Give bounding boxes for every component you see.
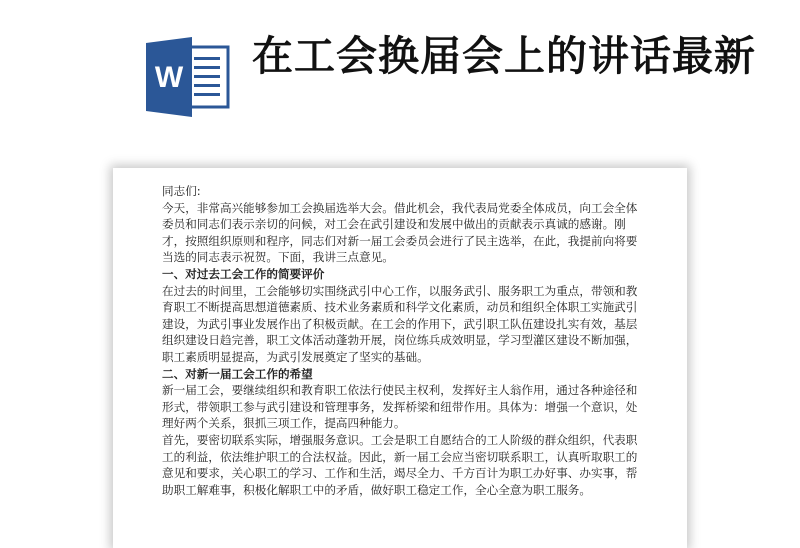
header-banner xyxy=(0,0,800,160)
section-heading-1: 一、对过去工会工作的简要评价 xyxy=(162,266,325,281)
document-body xyxy=(162,183,642,498)
paragraph-intro: 今天，非常高兴能够参加工会换届选举大会。借此机会，我代表局党委全体成员，向工会全体委员和同志们表示亲切的问候，对工会在武引建设和发展中做出的贡献表示真诚的感谢。刚才，按照组织原则和程序，同志们对新一届工会委员会进行了民主选举，在此，我提前向将要当选的同志表示祝贺。下面，我讲三点意见。 xyxy=(162,200,638,265)
salutation: 同志们: xyxy=(162,184,201,198)
paragraph-review: 在过去的时间里，工会能够切实围绕武引中心工作，以服务武引、服务职工为重点，带领和教育职工不断提高思想道德素质、技术业务素质和科学文化素质，动员和组织全体职工实施武引建设，为武引事业发展作出了积极贡献。在工会的作用下，武引职工队伍建设扎实有效，基层组织建设日趋完善，职工文体活动蓬勃开展，岗位练兵成效明显，学习型灌区建设不断加强，职工素质明显提高，为武引发展奠定了坚实的基础。 xyxy=(162,283,638,364)
word-document-icon xyxy=(142,37,238,117)
page-title: 在工会换届会上的讲话最新 xyxy=(252,32,756,80)
paragraph-hopes: 新一届工会，要继续组织和教育职工依法行使民主权利，发挥好主人翁作用，通过各种途径和形式，带领职工参与武引建设和管理事务，发挥桥梁和纽带作用。具体为：增强一个意识，处理好两个关系，狠抓三项工作，提高四种能力。 xyxy=(162,383,638,431)
word-icon-letter: W xyxy=(154,61,184,94)
section-heading-2: 二、对新一届工会工作的希望 xyxy=(162,366,313,381)
paragraph-first-point: 首先，要密切联系实际，增强服务意识。工会是职工自愿结合的工人阶级的群众组织，代表职工的利益，依法维护职工的合法权益。因此，新一届工会应当密切联系职工，认真听取职工的意见和要求，关心职工的学习、工作和生活，竭尽全力、千方百计为职工办好事、办实事，帮助职工解难事，积极化解职工中的矛盾，做好职工稳定工作，全心全意为职工服务。 xyxy=(162,432,638,497)
